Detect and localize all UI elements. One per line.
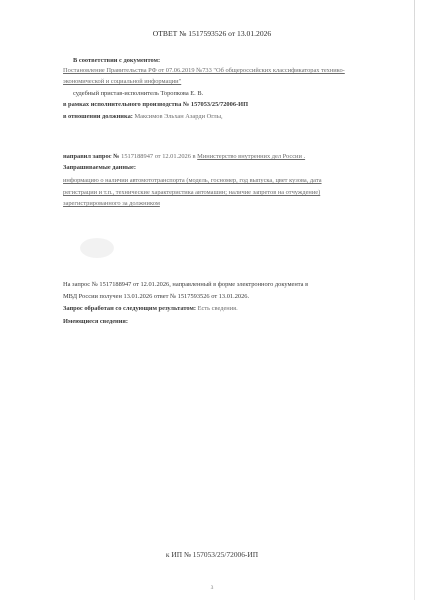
- requested-data-line-2: регистрации и т.п., технические характеристика автомашин; наличие запретов на отчуждение): [63, 189, 321, 196]
- proceeding-label: в рамках исполнительного производства: [63, 101, 182, 108]
- proceeding-number: № 157053/25/72006-ИП: [182, 101, 249, 108]
- basis-heading: В соответствии с документом:: [73, 57, 161, 64]
- bailiff-name: судебный пристав-исполнитель Торопкова Е. В.: [73, 90, 204, 97]
- request-number: 1517188947: [121, 153, 154, 160]
- scan-smudge: [80, 238, 114, 258]
- request-line: [63, 153, 305, 161]
- request-recipient: Министерство внутренних дел России .: [197, 153, 306, 160]
- page-number: 3: [210, 585, 214, 591]
- processed-value: Есть сведения.: [197, 305, 238, 312]
- basis-document-line-1: Постановление Правительства РФ от 07.06.2019 №733 "Об общероссийских классификаторах технико-: [63, 67, 345, 74]
- debtor-label: в отношении должника:: [63, 113, 133, 120]
- processed-label: Запрос обработан со следующим результатом:: [63, 305, 196, 312]
- result-line-1: На запрос № 1517188947 от 12.01.2026, направленный в форме электронного документа в: [63, 281, 309, 288]
- processed-line: [63, 305, 238, 313]
- response-title: ОТВЕТ № 1517593526 от 13.01.2026: [152, 29, 272, 38]
- debtor-line: [63, 113, 223, 121]
- proceeding-line: [63, 101, 248, 109]
- requested-data-line-3: зарегистрированного за должником: [63, 200, 160, 207]
- case-reference: к ИП № 157053/25/72006-ИП: [165, 550, 259, 559]
- request-date: от 12.01.2026 в: [154, 153, 196, 160]
- request-sent-prefix: направил запрос №: [63, 153, 120, 160]
- debtor-name: Максимов Эльхан Азарди Оглы,: [134, 113, 223, 120]
- result-line-2: МВД России получен 13.01.2026 ответ № 1517593526 от 13.01.2026.: [63, 293, 250, 300]
- available-info-heading: Имеющиеся сведения:: [63, 318, 128, 325]
- requested-data-line-1: информацию о наличии автомототранспорта (модель, госномер, год выпуска, цвет кузова, дата: [63, 177, 322, 184]
- requested-data-heading: Запрашиваемые данные:: [63, 164, 136, 171]
- basis-document-line-2: экономической и социальной информации": [63, 78, 182, 85]
- scan-edge-shadow: [414, 0, 415, 600]
